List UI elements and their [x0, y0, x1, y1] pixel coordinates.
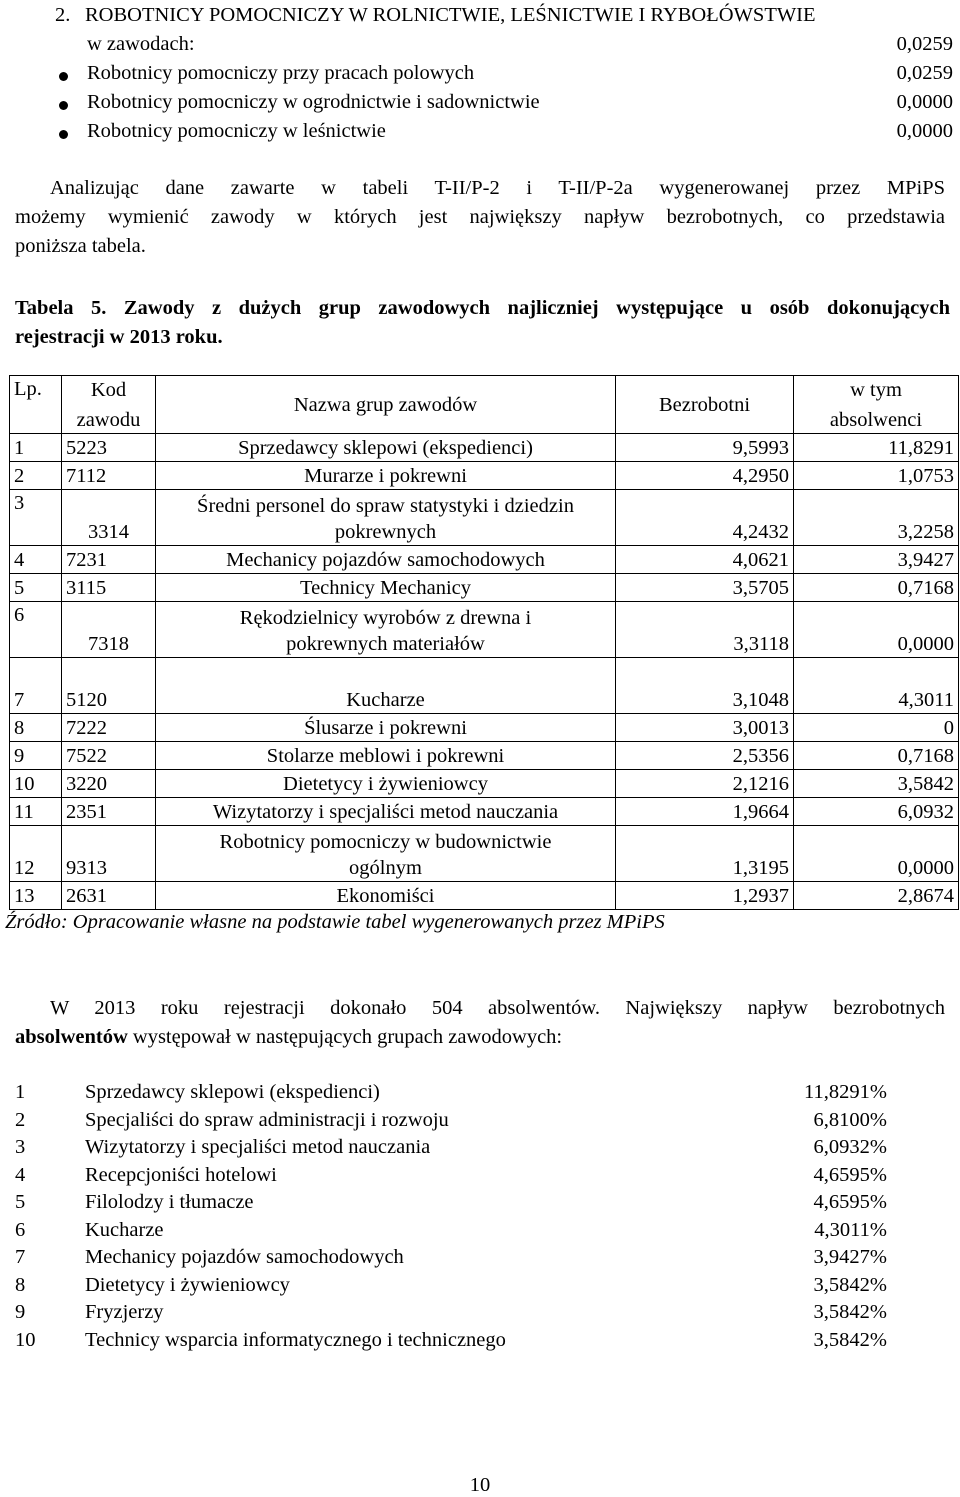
list-item-number: 3 — [15, 1136, 26, 1158]
cell-nazwa: Ekonomiści — [156, 882, 616, 910]
list-item-value: 3,5842% — [813, 1328, 887, 1351]
list-item-label: Recepcjoniści hotelowi — [85, 1163, 277, 1186]
section-sub-label: w zawodach: — [87, 33, 195, 55]
cell-nazwa: Mechanicy pojazdów samochodowych — [156, 546, 616, 574]
bullet-item — [55, 62, 953, 91]
cell-absolwenci: 0,0000 — [794, 602, 959, 658]
cell-nazwa: Średni personel do spraw statystyki i dziedzin pokrewnych — [156, 490, 616, 546]
list-item — [15, 1109, 887, 1137]
list-item-value: 6,8100% — [813, 1108, 887, 1131]
cell-nazwa: Sprzedawcy sklepowi (ekspedienci) — [156, 434, 616, 462]
cell-absolwenci: 0,0000 — [794, 826, 959, 882]
bullet-item — [55, 91, 953, 120]
bullet-icon — [59, 101, 68, 110]
page-number: 10 — [469, 1474, 491, 1496]
table-caption-line: rejestracji w 2013 roku. — [15, 326, 223, 348]
list-item — [15, 1219, 887, 1247]
bullet-icon — [59, 72, 68, 81]
list-item-value: 11,8291% — [804, 1081, 887, 1103]
cell-bezrobotni: 4,2432 — [616, 490, 794, 546]
cell-kod: 7231 — [62, 546, 156, 574]
list-item — [15, 1329, 887, 1357]
table-row — [10, 658, 959, 714]
list-item-number: 9 — [15, 1301, 26, 1323]
graduates-list — [15, 1081, 887, 1356]
cell-bezrobotni: 3,1048 — [616, 658, 794, 714]
list-item-value: 4,6595% — [813, 1191, 887, 1213]
cell-nazwa: Ślusarze i pokrewni — [156, 714, 616, 742]
cell-nazwa: Murarze i pokrewni — [156, 462, 616, 490]
table-row — [10, 434, 959, 462]
cell-kod: 3314 — [62, 490, 156, 546]
list-item-value: 3,5842% — [813, 1273, 887, 1296]
section-subheading — [87, 33, 953, 62]
graduates-line — [15, 1023, 945, 1052]
list-item-label: Sprzedawcy sklepowi (ekspedienci) — [85, 1081, 380, 1103]
cell-kod: 2631 — [62, 882, 156, 910]
table-row — [10, 770, 959, 798]
list-item-number: 7 — [15, 1246, 26, 1268]
cell-bezrobotni: 3,3118 — [616, 602, 794, 658]
cell-bezrobotni: 2,1216 — [616, 770, 794, 798]
intro-paragraph — [15, 174, 945, 261]
table-row — [10, 798, 959, 826]
bullet-value: 0,0000 — [896, 91, 953, 113]
bullet-value: 0,0000 — [896, 120, 953, 142]
table-header-row — [10, 376, 959, 434]
list-item-number: 5 — [15, 1191, 26, 1213]
cell-nazwa: Wizytatorzy i specjaliści metod nauczania — [156, 798, 616, 826]
list-item — [15, 1301, 887, 1329]
list-item — [15, 1191, 887, 1219]
intro-line: Analizując dane zawarte w tabeli T-II/P-2 i T-II/P-2a wygenerowanej przez MPiPS — [50, 177, 945, 199]
cell-absolwenci: 4,3011 — [794, 658, 959, 714]
cell-bezrobotni: 2,5356 — [616, 742, 794, 770]
bullet-label: Robotnicy pomocniczy w leśnictwie — [87, 120, 386, 142]
list-item-label: Technicy wsparcia informatycznego i technicznego — [85, 1328, 506, 1351]
list-item-value: 4,3011% — [814, 1218, 887, 1241]
cell-bezrobotni: 4,0621 — [616, 546, 794, 574]
list-item-value: 4,6595% — [813, 1163, 887, 1186]
cell-bezrobotni: 4,2950 — [616, 462, 794, 490]
list-item-number: 8 — [15, 1273, 26, 1296]
header-absolwenci-bottom: absolwenci — [829, 408, 923, 431]
list-item — [15, 1164, 887, 1192]
cell-lp: 9 — [10, 742, 62, 770]
list-item-label: Dietetycy i żywieniowcy — [85, 1273, 290, 1296]
table-row — [10, 714, 959, 742]
list-item-number: 2 — [15, 1108, 26, 1131]
list-item-value: 3,5842% — [813, 1301, 887, 1323]
list-item-label: Wizytatorzy i specjaliści metod nauczania — [85, 1136, 431, 1158]
graduates-paragraph — [15, 994, 945, 1052]
section-heading — [55, 4, 816, 27]
cell-nazwa: Kucharze — [156, 658, 616, 714]
intro-line: możemy wymienić zawody w których jest największy napływ bezrobotnych, co przedstawia — [15, 206, 945, 228]
cell-kod: 5223 — [62, 434, 156, 462]
table-row — [10, 742, 959, 770]
header-kod — [62, 376, 156, 434]
list-item-number: 6 — [15, 1218, 26, 1241]
cell-absolwenci: 6,0932 — [794, 798, 959, 826]
list-item — [15, 1136, 887, 1164]
cell-lp: 4 — [10, 546, 62, 574]
header-absolwenci — [794, 376, 959, 434]
cell-nazwa: Rękodzielnicy wyrobów z drewna i pokrewnych materiałów — [156, 602, 616, 658]
graduates-line-rest: występował w następujących grupach zawodowych: — [127, 1026, 563, 1048]
cell-bezrobotni: 9,5993 — [616, 434, 794, 462]
list-item-label: Specjaliści do spraw administracji i rozwoju — [85, 1108, 449, 1131]
list-item-label: Filolodzy i tłumacze — [85, 1191, 254, 1213]
cell-bezrobotni: 1,9664 — [616, 798, 794, 826]
header-nazwa: Nazwa grup zawodów — [156, 376, 616, 434]
header-kod-top: Kod — [90, 378, 127, 401]
cell-nazwa: Stolarze meblowi i pokrewni — [156, 742, 616, 770]
list-item-value: 3,9427% — [813, 1246, 887, 1268]
cell-absolwenci: 0 — [794, 714, 959, 742]
cell-lp: 6 — [10, 602, 62, 658]
cell-bezrobotni: 1,3195 — [616, 826, 794, 882]
table-source-note: Źródło: Opracowanie własne na podstawie tabel wygenerowanych przez MPiPS — [5, 911, 665, 933]
cell-absolwenci: 2,8674 — [794, 882, 959, 910]
table-caption-line: Tabela 5. Zawody z dużych grup zawodowych najliczniej występujące u osób dokonujących — [15, 297, 950, 319]
cell-kod: 7222 — [62, 714, 156, 742]
list-item — [15, 1081, 887, 1109]
cell-lp: 13 — [10, 882, 62, 910]
cell-nazwa: Robotnicy pomocniczy w budownictwie ogólnym — [156, 826, 616, 882]
table-row — [10, 882, 959, 910]
table-row — [10, 546, 959, 574]
occupations-table — [9, 375, 959, 910]
cell-nazwa: Technicy Mechanicy — [156, 574, 616, 602]
list-item — [15, 1274, 887, 1302]
cell-bezrobotni: 3,0013 — [616, 714, 794, 742]
table-row — [10, 574, 959, 602]
cell-kod: 7522 — [62, 742, 156, 770]
section-title: ROBOTNICY POMOCNICZY W ROLNICTWIE, LEŚNICTWIE I RYBOŁÓWSTWIE — [85, 4, 816, 26]
cell-lp: 10 — [10, 770, 62, 798]
cell-absolwenci: 3,9427 — [794, 546, 959, 574]
list-item-value: 6,0932% — [813, 1136, 887, 1158]
cell-lp: 12 — [10, 826, 62, 882]
cell-lp: 1 — [10, 434, 62, 462]
cell-bezrobotni: 1,2937 — [616, 882, 794, 910]
table-row — [10, 826, 959, 882]
header-bezrobotni: Bezrobotni — [616, 376, 794, 434]
list-item-number: 1 — [15, 1081, 26, 1103]
table-caption — [15, 294, 950, 352]
cell-kod: 5120 — [62, 658, 156, 714]
list-item-number: 4 — [15, 1163, 26, 1186]
cell-kod: 7318 — [62, 602, 156, 658]
graduates-bold-word: absolwentów — [15, 1026, 128, 1048]
cell-bezrobotni: 3,5705 — [616, 574, 794, 602]
table-row — [10, 602, 959, 658]
bullet-label: Robotnicy pomocniczy w ogrodnictwie i sadownictwie — [87, 91, 540, 113]
header-lp: Lp. — [10, 376, 62, 434]
cell-lp: 11 — [10, 798, 62, 826]
header-absolwenci-top: w tym — [850, 378, 902, 401]
list-item-label: Kucharze — [85, 1218, 164, 1241]
bullet-item — [55, 120, 953, 149]
cell-kod: 7112 — [62, 462, 156, 490]
cell-nazwa: Dietetycy i żywieniowcy — [156, 770, 616, 798]
cell-absolwenci: 3,2258 — [794, 490, 959, 546]
cell-lp: 5 — [10, 574, 62, 602]
intro-line: poniższa tabela. — [15, 235, 146, 257]
bullet-value: 0,0259 — [896, 62, 953, 84]
section-sub-value: 0,0259 — [896, 33, 953, 55]
list-item-label: Fryzjerzy — [85, 1301, 164, 1323]
cell-lp: 8 — [10, 714, 62, 742]
bullet-icon — [59, 130, 68, 139]
cell-absolwenci: 3,5842 — [794, 770, 959, 798]
cell-lp: 7 — [10, 658, 62, 714]
cell-absolwenci: 0,7168 — [794, 742, 959, 770]
table-row — [10, 490, 959, 546]
cell-absolwenci: 0,7168 — [794, 574, 959, 602]
list-item-label: Mechanicy pojazdów samochodowych — [85, 1246, 404, 1268]
list-item — [15, 1246, 887, 1274]
table-row — [10, 462, 959, 490]
cell-kod: 3115 — [62, 574, 156, 602]
bullet-label: Robotnicy pomocniczy przy pracach polowych — [87, 62, 475, 84]
graduates-line: W 2013 roku rejestracji dokonało 504 absolwentów. Największy napływ bezrobotnych — [50, 997, 945, 1019]
list-item-number: 10 — [15, 1328, 36, 1351]
cell-lp: 3 — [10, 490, 62, 546]
cell-kod: 2351 — [62, 798, 156, 826]
cell-kod: 3220 — [62, 770, 156, 798]
header-kod-bottom: zawodu — [76, 408, 141, 431]
cell-lp: 2 — [10, 462, 62, 490]
section-number: 2. — [55, 4, 71, 26]
cell-absolwenci: 1,0753 — [794, 462, 959, 490]
cell-kod: 9313 — [62, 826, 156, 882]
cell-absolwenci: 11,8291 — [794, 434, 959, 462]
